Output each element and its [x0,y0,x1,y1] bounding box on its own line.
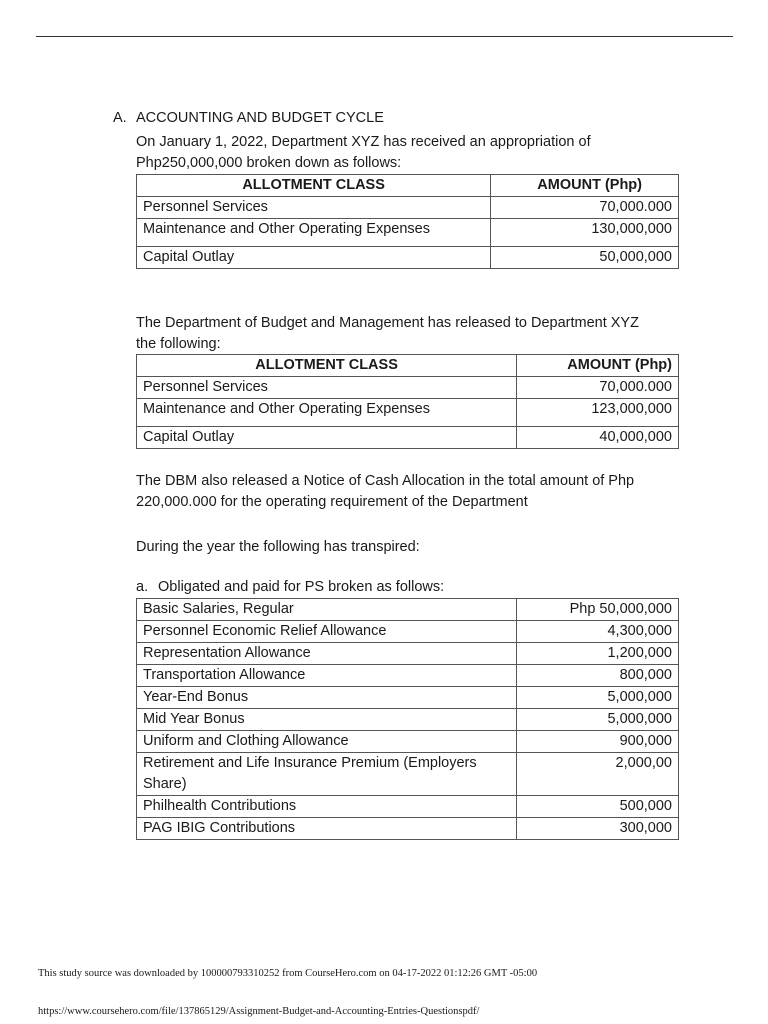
table-row [137,197,679,219]
amount-cell: 5,000,000 [517,709,679,731]
table-row [137,796,679,818]
nca-line-2: 220,000.000 for the operating requirement of the Department [136,494,528,510]
item-a [136,577,681,598]
amount-cell: 130,000,000 [491,219,679,247]
allotment-class-cell: Capital Outlay [137,427,517,449]
expense-item-cell: PAG IBIG Contributions [137,818,517,840]
amount-cell: 70,000.000 [517,377,679,399]
release-line-1: The Department of Budget and Management has released to Department XYZ [136,315,639,331]
transpired-paragraph: During the year the following has transpired: [136,539,420,555]
section-title: ACCOUNTING AND BUDGET CYCLE [136,110,384,126]
amount-cell: Php 50,000,000 [517,599,679,621]
amount-cell: 5,000,000 [517,687,679,709]
ps-breakdown-table [136,598,679,840]
amount-cell: 900,000 [517,731,679,753]
table-row [137,818,679,840]
amount-cell: 4,300,000 [517,621,679,643]
expense-item-cell: Transportation Allowance [137,665,517,687]
column-header: AMOUNT (Php) [491,175,679,197]
table-row [137,621,679,643]
column-header: AMOUNT (Php) [517,355,679,377]
table-header-row [137,355,679,377]
expense-item-cell: Philhealth Contributions [137,796,517,818]
nca-paragraph [136,471,681,513]
nca-line-1: The DBM also released a Notice of Cash Allocation in the total amount of Php [136,473,635,489]
amount-cell: 50,000,000 [491,247,679,269]
appropriation-table [136,174,679,269]
allotment-class-cell: Maintenance and Other Operating Expenses [137,399,517,427]
allotment-class-cell: Personnel Services [137,377,517,399]
amount-cell: 70,000.000 [491,197,679,219]
intro-line-2: Php250,000,000 broken down as follows: [136,155,402,171]
table-row [137,709,679,731]
item-a-label: a. [136,579,149,595]
allotment-class-cell: Maintenance and Other Operating Expenses [137,219,491,247]
expense-item-cell: Personnel Economic Relief Allowance [137,621,517,643]
amount-cell: 2,000,00 [517,753,679,796]
source-url[interactable]: https://www.coursehero.com/file/137865129/Assignment-Budget-and-Accounting-Entries-Questionspdf/ [38,1006,480,1017]
amount-cell: 40,000,000 [517,427,679,449]
expense-item-cell: Retirement and Life Insurance Premium (Employers Share) [137,753,517,796]
intro-paragraph [136,132,681,174]
expense-item-cell: Representation Allowance [137,643,517,665]
table-row [137,399,679,427]
expense-item-cell: Uniform and Clothing Allowance [137,731,517,753]
expense-item-cell: Mid Year Bonus [137,709,517,731]
table-row [137,377,679,399]
table-row [137,219,679,247]
amount-cell: 1,200,000 [517,643,679,665]
table-row [137,643,679,665]
amount-cell: 800,000 [517,665,679,687]
table-row [137,753,679,796]
table-row [137,731,679,753]
column-header: ALLOTMENT CLASS [137,355,517,377]
section-letter: A. [113,110,127,126]
amount-cell: 123,000,000 [517,399,679,427]
amount-cell: 500,000 [517,796,679,818]
item-a-text: Obligated and paid for PS broken as follows: [158,579,445,595]
intro-line-1: On January 1, 2022, Department XYZ has received an appropriation of [136,134,591,150]
allotment-class-cell: Personnel Services [137,197,491,219]
download-notice: This study source was downloaded by 100000793310252 from CourseHero.com on 04-17-2022 01:12:26 GMT -05:00 [38,968,538,979]
amount-cell: 300,000 [517,818,679,840]
table-row [137,665,679,687]
expense-item-cell: Basic Salaries, Regular [137,599,517,621]
release-line-2: the following: [136,336,221,352]
expense-item-cell: Year-End Bonus [137,687,517,709]
table-row [137,687,679,709]
release-paragraph [136,313,681,355]
table-row [137,427,679,449]
release-table [136,354,679,449]
section-heading [113,110,384,126]
allotment-class-cell: Capital Outlay [137,247,491,269]
column-header: ALLOTMENT CLASS [137,175,491,197]
table-header-row [137,175,679,197]
table-row [137,247,679,269]
table-row [137,599,679,621]
top-rule [36,36,733,37]
